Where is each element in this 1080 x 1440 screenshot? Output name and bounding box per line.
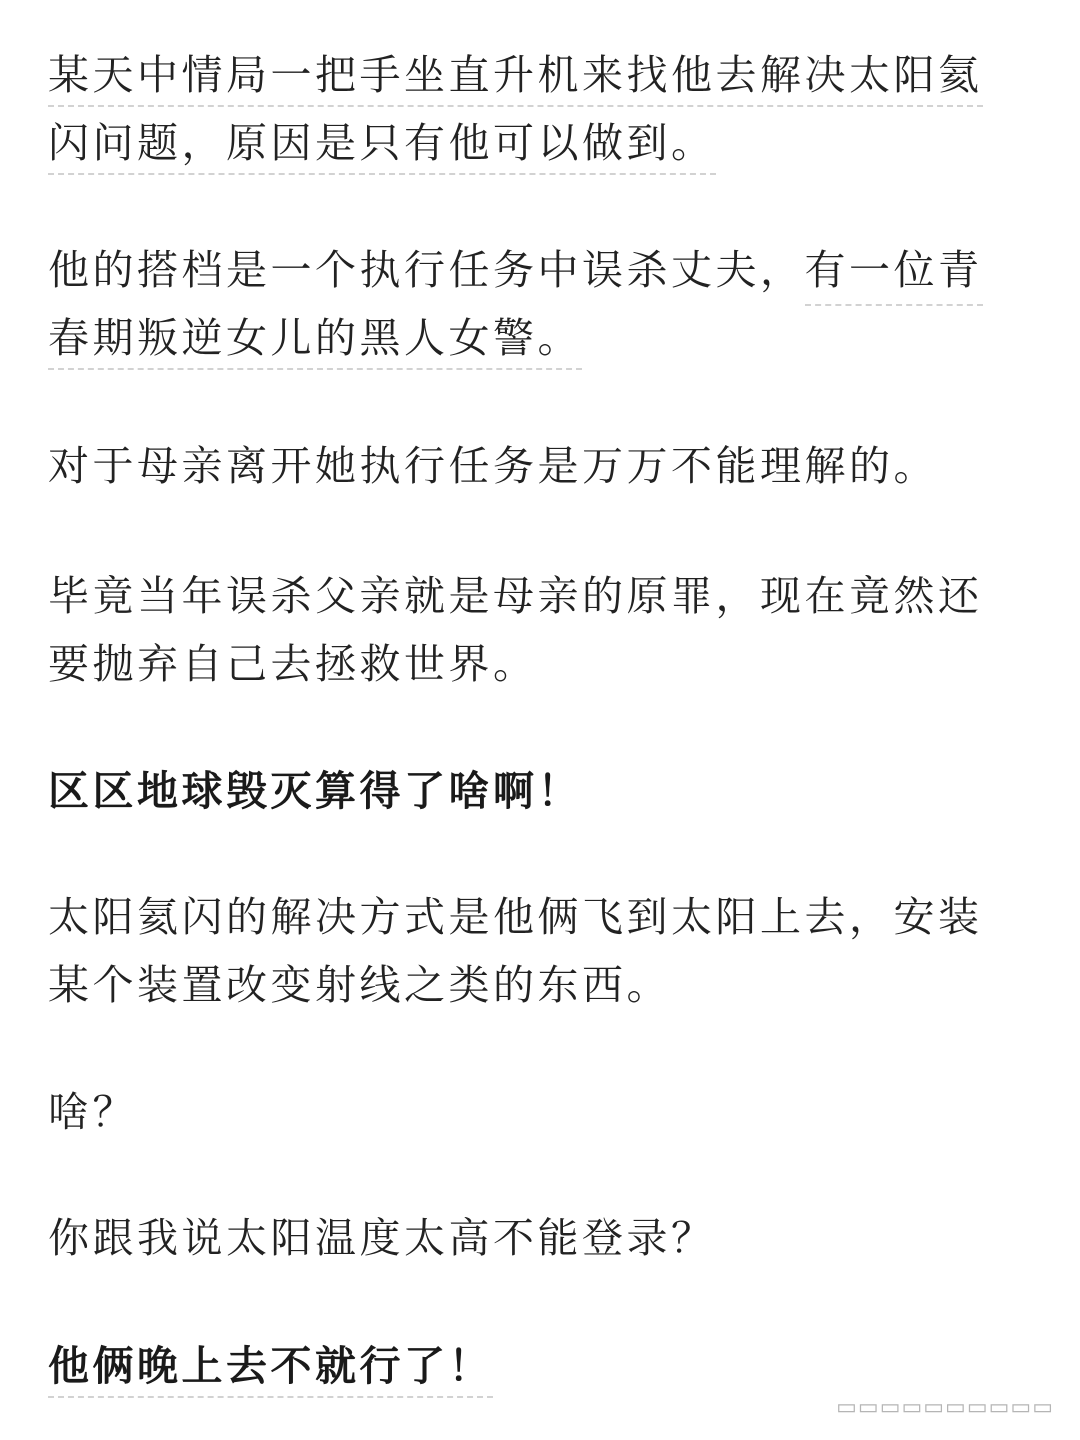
paragraph-2-line-1-suffix: 有一位青 — [805, 246, 983, 306]
paragraph-8-line-1: 你跟我说太阳温度太高不能登录？ — [48, 1214, 716, 1262]
paragraph-2-line-1-prefix: 他的搭档是一个执行任务中误杀丈夫， — [48, 246, 805, 294]
paragraph-4-line-1: 毕竟当年误杀父亲就是母亲的原罪，现在竟然还 — [48, 572, 983, 620]
watermark: ▭▭▭▭▭▭▭▭▭▭ — [836, 1395, 1054, 1420]
paragraph-3-line-1: 对于母亲离开她执行任务是万万不能理解的。 — [48, 442, 938, 490]
paragraph-4-line-2: 要抛弃自己去拯救世界。 — [48, 640, 538, 688]
paragraph-2-line-1 — [48, 240, 983, 300]
paragraph-9-line-1: 他俩晚上去不就行了！ — [48, 1336, 493, 1398]
paragraph-5-line-1: 区区地球毁灭算得了啥啊！ — [48, 767, 582, 815]
paragraph-6-line-2: 某个装置改变射线之类的东西。 — [48, 961, 671, 1009]
paragraph-6-line-1: 太阳氦闪的解决方式是他俩飞到太阳上去，安装 — [48, 893, 983, 941]
paragraph-1-line-2: 闪问题，原因是只有他可以做到。 — [48, 113, 716, 175]
paragraph-1-line-1: 某天中情局一把手坐直升机来找他去解决太阳氦 — [48, 45, 983, 107]
paragraph-2-line-2: 春期叛逆女儿的黑人女警。 — [48, 308, 582, 370]
paragraph-7-line-1: 啥？ — [48, 1088, 137, 1136]
